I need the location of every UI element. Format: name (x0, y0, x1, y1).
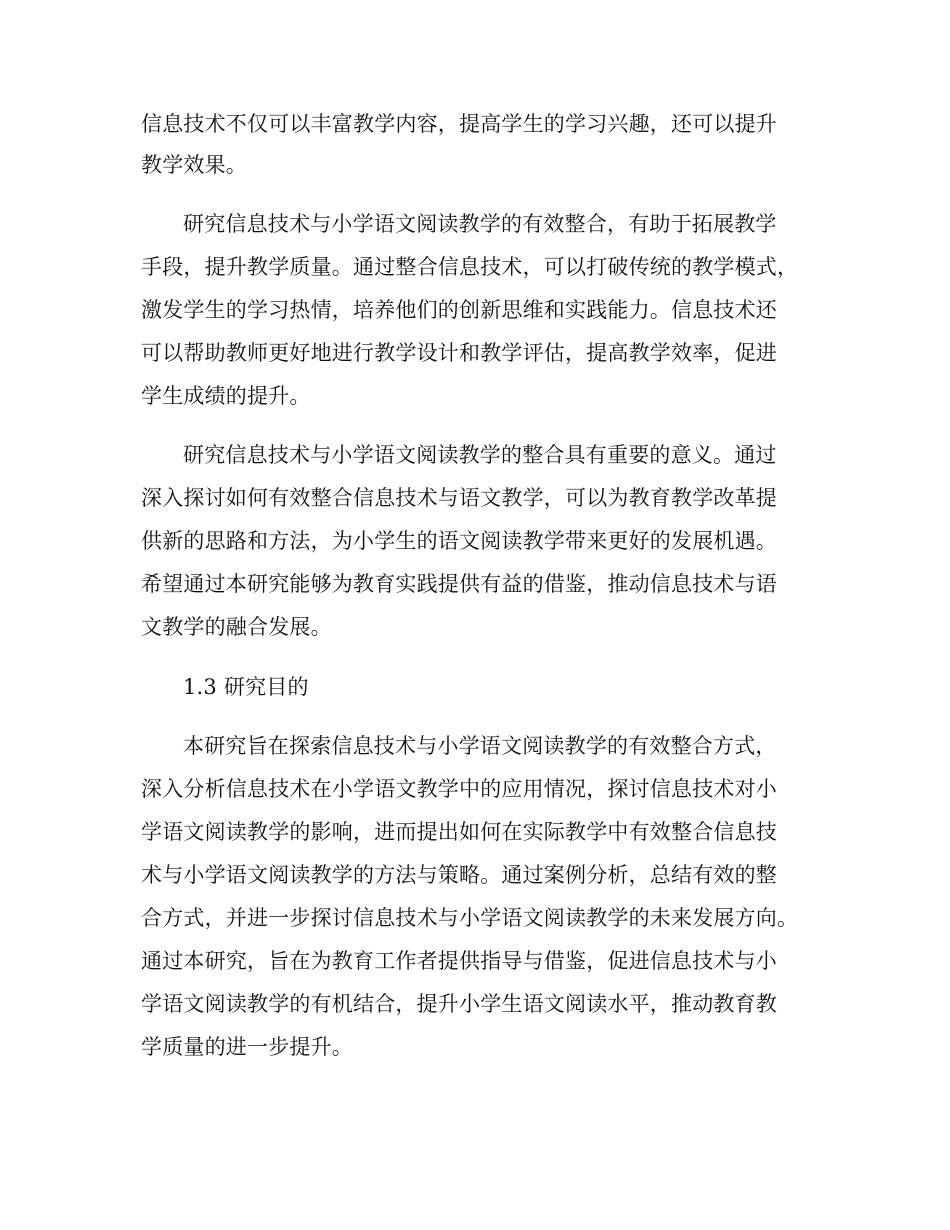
paragraph-5-line-3: 学语文阅读教学的影响，进而提出如何在实际教学中有效整合信息技 (141, 820, 777, 844)
paragraph-5-line-8: 学质量的进一步提升。 (141, 1035, 353, 1059)
paragraph-2-line-4: 可以帮助教师更好地进行教学设计和教学评估，提高教学效率，促进 (141, 341, 777, 365)
paragraph-5-line-2: 深入分析信息技术在小学语文教学中的应用情况，探讨信息技术对小 (141, 777, 777, 801)
paragraph-5-line-5: 合方式，并进一步探讨信息技术与小学语文阅读教学的未来发展方向。 (141, 906, 799, 930)
paragraph-3-line-3: 供新的思路和方法，为小学生的语文阅读教学带来更好的发展机遇。 (141, 529, 777, 553)
paragraph-3-line-2: 深入探讨如何有效整合信息技术与语文教学，可以为教育教学改革提 (141, 486, 777, 510)
paragraph-5-line-6: 通过本研究，旨在为教育工作者提供指导与借鉴，促进信息技术与小 (141, 949, 777, 973)
paragraph-3-line-1: 研究信息技术与小学语文阅读教学的整合具有重要的意义。通过 (183, 443, 777, 467)
paragraph-3-line-5: 文教学的融合发展。 (141, 615, 332, 639)
paragraph-1-line-1: 信息技术不仅可以丰富教学内容，提高学生的学习兴趣，还可以提升 (141, 112, 777, 136)
paragraph-2-line-3: 激发学生的学习热情，培养他们的创新思维和实践能力。信息技术还 (141, 298, 777, 322)
paragraph-5-line-4: 术与小学语文阅读教学的方法与策略。通过案例分析，总结有效的整 (141, 863, 777, 887)
paragraph-2-line-1: 研究信息技术与小学语文阅读教学的有效整合，有助于拓展教学 (183, 212, 777, 236)
paragraph-5-line-7: 学语文阅读教学的有机结合，提升小学生语文阅读水平，推动教育教 (141, 992, 777, 1016)
paragraph-5-line-1: 本研究旨在探索信息技术与小学语文阅读教学的有效整合方式， (183, 734, 777, 758)
paragraph-1-line-2: 教学效果。 (141, 153, 247, 177)
paragraph-2-line-5: 学生成绩的提升。 (141, 384, 311, 408)
paragraph-3-line-4: 希望通过本研究能够为教育实践提供有益的借鉴，推动信息技术与语 (141, 572, 777, 596)
paragraph-2-line-2: 手段，提升教学质量。通过整合信息技术，可以打破传统的教学模式， (141, 255, 799, 279)
section-heading: 1.3 研究目的 (183, 675, 309, 699)
